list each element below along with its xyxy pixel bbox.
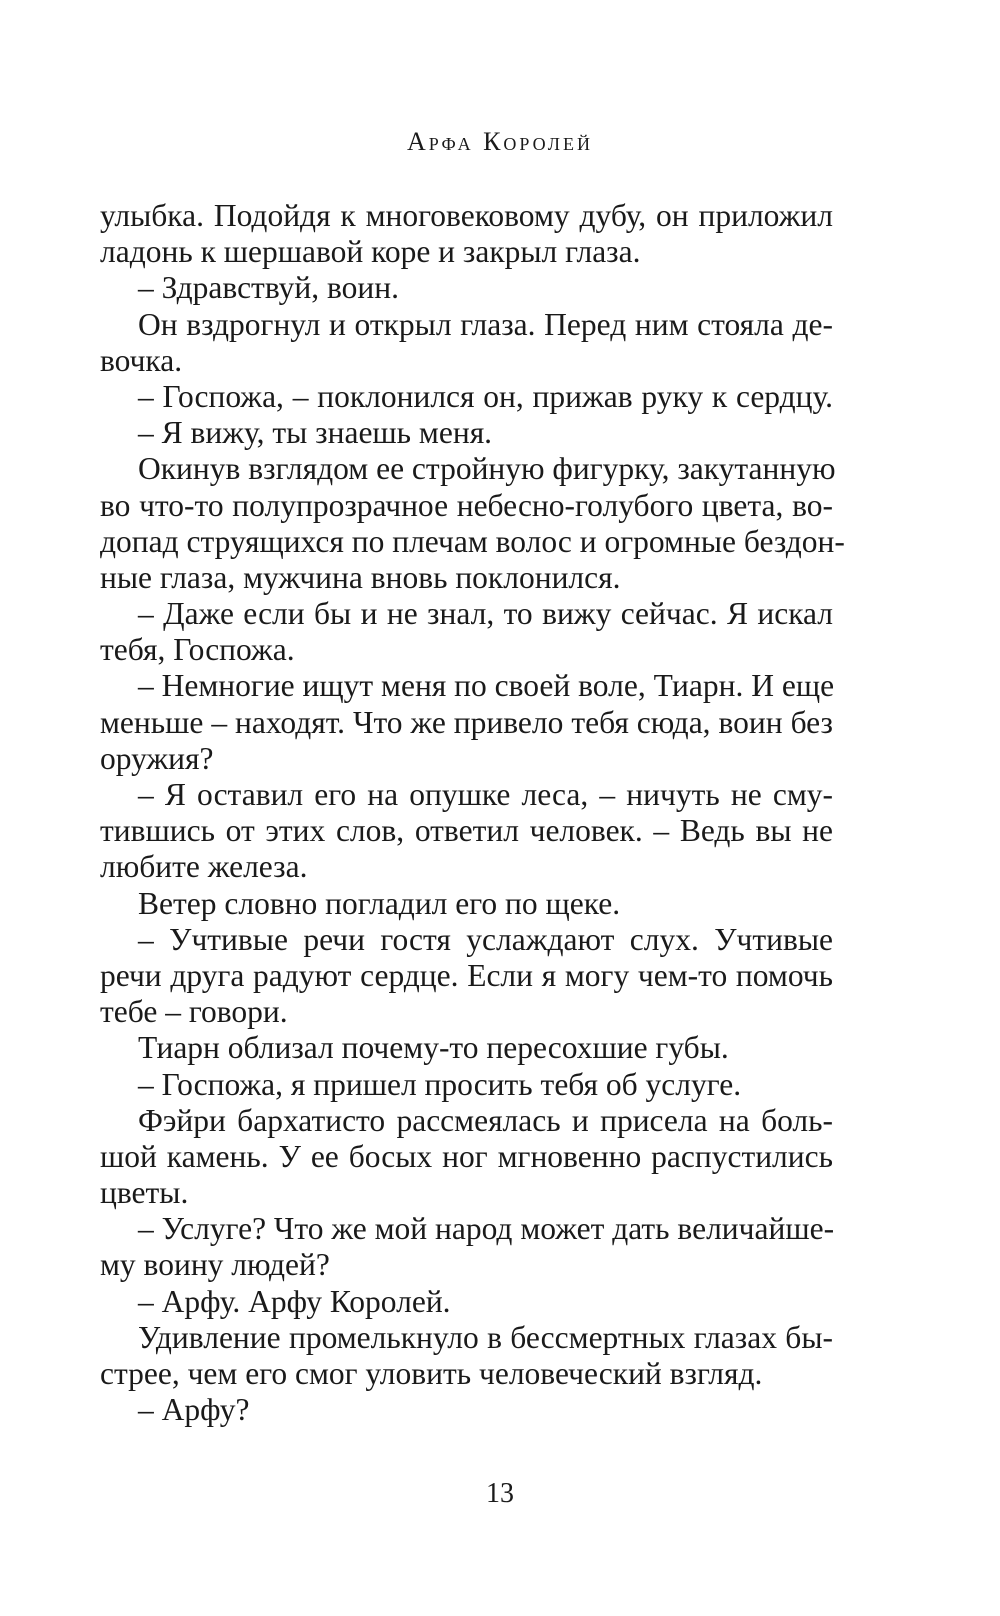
text-line: – Я вижу, ты знаешь меня. <box>138 415 493 451</box>
text-line: – Немногие ищут меня по своей воле, Тиарн. И еще <box>138 668 835 704</box>
text-line: тебе – говори. <box>100 994 288 1030</box>
text-line: вочка. <box>100 342 183 378</box>
text-line: – Здравствуй, воин. <box>138 270 399 306</box>
text-line: стрее, чем его смог уловить человеческий взгляд. <box>100 1356 763 1391</box>
text-line: – Я оставил его на опушке леса, – ничуть не сму- <box>138 777 833 812</box>
text-line: меньше – находят. Что же привело тебя сюда, воин без <box>100 704 833 740</box>
text-line: – Даже если бы и не знал, то вижу сейчас. Я искал <box>138 596 833 632</box>
text-line: оружия? <box>100 740 214 776</box>
running-head: Арфа Королей <box>407 127 593 156</box>
text-line: тившись от этих слов, ответил человек. – Ведь вы не <box>100 813 833 849</box>
text-line: ладонь к шершавой коре и закрыл глаза. <box>100 234 641 270</box>
text-line: ные глаза, мужчина вновь поклонился. <box>100 559 621 595</box>
text-line: допад струящихся по плечам волос и огромные бездон- <box>100 523 845 559</box>
text-line: – Арфу? <box>138 1392 250 1428</box>
text-line: – Госпожа, я пришел просить тебя об услуге. <box>138 1066 742 1102</box>
text-line: Он вздрогнул и открыл глаза. Перед ним стояла де- <box>138 306 833 342</box>
text-line: любите железа. <box>100 849 308 885</box>
text-line: – Госпожа, – поклонился он, прижав руку к сердцу. <box>138 378 833 414</box>
text-line: Удивление промелькнуло в бессмертных глазах бы- <box>138 1319 833 1355</box>
text-line: Фэйри бархатисто рассмеялась и присела на боль- <box>138 1102 833 1138</box>
text-line: – Учтивые речи гостя услаждают слух. Учтивые <box>138 921 833 957</box>
page-number: 13 <box>486 1478 514 1509</box>
text-line: улыбка. Подойдя к многовековому дубу, он приложил <box>100 198 833 233</box>
body-text <box>100 198 845 1428</box>
text-line: му воину людей? <box>100 1247 330 1283</box>
text-line: – Услуге? Что же мой народ может дать величайше- <box>138 1211 835 1247</box>
text-line: речи друга радуют сердце. Если я могу чем-то помочь <box>100 957 833 993</box>
text-line: цветы. <box>100 1175 189 1211</box>
text-line: Ветер словно погладил его по щеке. <box>138 885 621 921</box>
text-line: шой камень. У ее босых ног мгновенно распустились <box>100 1138 833 1174</box>
text-line: – Арфу. Арфу Королей. <box>138 1283 451 1319</box>
text-line: Окинув взглядом ее стройную фигурку, закутанную <box>138 451 836 487</box>
text-line: Тиарн облизал почему-то пересохшие губы. <box>138 1030 729 1066</box>
text-line: во что-то полупрозрачное небесно-голубого цвета, во- <box>100 487 833 523</box>
text-line: тебя, Госпожа. <box>100 632 295 668</box>
